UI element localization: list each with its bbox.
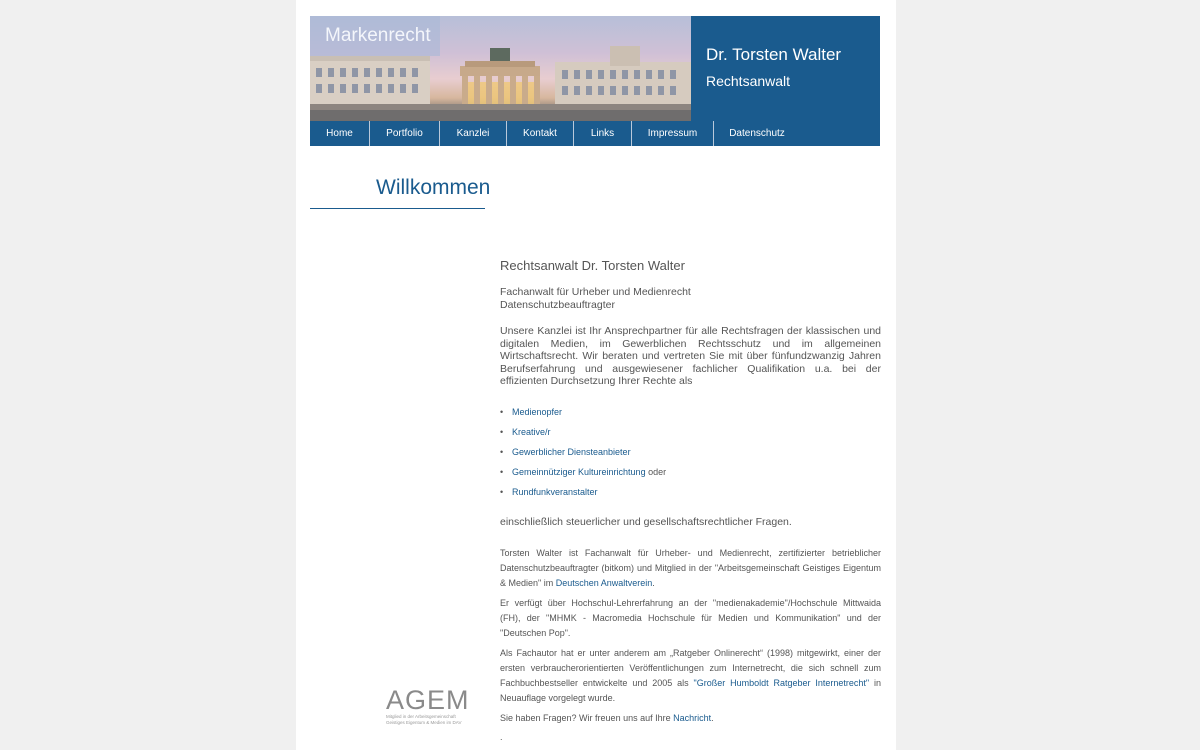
contact-text-end: . [711,712,714,723]
list-item-suffix: oder [645,466,667,477]
link-medienopfer[interactable]: Medienopfer [512,406,563,417]
nav-portfolio[interactable]: Portfolio [370,121,440,146]
agem-logo-caption: Mitglied in der Arbeitsgemeinschaft Geistiges Eigentum & Medien im DAV [386,714,462,725]
link-nachricht[interactable]: Nachricht [673,712,712,723]
bio-paragraph-2: Er verfügt über Hochschul-Lehrerfahrung an der "medienakademie"/Hochschule Mittwaida (FH), der "MHMK - Macromedia Hochschule für Medien und Kommunikation" und der "Deutschen Pop". [500,597,881,638]
bio-text: Als Fachautor hat er unter anderem am „Ratgeber Onlinerecht“ (1998) mitgewirkt, einer der ersten verbraucherorientierten Veröffentlichungen zum Internetrecht, die sich schnell zum Fachbuchbestseller entwickelte und 2005 als [500,647,881,688]
list-item [500,422,881,442]
trailing-dot: . [500,731,503,742]
nav-kontakt[interactable]: Kontakt [507,121,574,146]
page [296,0,896,750]
link-gemeinnuetziger-kultureinrichtung[interactable]: Gemeinnütziger Kultureinrichtung [512,466,646,477]
nav-home[interactable]: Home [310,121,370,146]
intro-paragraph: Unsere Kanzlei ist Ihr Ansprechpartner für alle Rechtsfragen der klassischen und digitalen Medien, im Gewerblichen Rechtsschutz und im allgemeinen Wirtschaftsrecht. Wir beraten und vertreten Sie mit über fünfundzwanzig Jahren Berufserfahrung und ausgewiesener fachlicher Qualifikation u.a. bei der effizienten Durchsetzung Ihrer Rechte als [500,325,881,387]
nav-kanzlei[interactable]: Kanzlei [440,121,507,146]
nav-datenschutz[interactable]: Datenschutz [729,128,785,139]
lawyer-profession: Rechtsanwalt [706,73,791,89]
agem-logo[interactable] [386,686,476,730]
header [310,16,880,121]
audience-list [500,402,881,502]
agem-logo-word: AGEM [386,685,470,715]
list-item [500,462,881,482]
bio-text-end: . [652,577,655,588]
link-humboldt-ratgeber[interactable]: "Großer Humboldt Ratgeber Internetrecht" [693,677,870,688]
list-item [500,402,881,422]
bio-text: Torsten Walter ist Fachanwalt für Urheber- und Medienrecht, zertifizierter betrieblicher Datenschutzbeauftragter (bitkom) und Mitglied in der "Arbeitsgemeinschaft Geistiges Eigentum & Medien" im [500,547,881,588]
nav-impressum[interactable]: Impressum [632,121,714,146]
main-nav [310,121,880,146]
link-deutscher-anwaltverein[interactable]: Deutschen Anwaltverein [555,577,653,588]
bio-text-end: in Neuauflage vorgelegt wurde. [500,677,882,703]
bio-paragraph-1 [500,546,881,591]
main-subtitle [500,286,881,312]
subtitle-line-1: Fachanwalt für Urheber und Medienrecht [500,286,691,298]
heading-underline [310,208,485,209]
list-item [500,442,881,462]
contact-paragraph [500,711,881,726]
main-content [500,258,881,743]
bio-paragraph-3 [500,646,881,706]
lawyer-name: Dr. Torsten Walter [706,45,842,64]
list-item [500,482,881,502]
subtitle-line-2: Datenschutzbeauftragter [500,299,615,311]
brand-label: Markenrecht [310,16,440,56]
nav-links[interactable]: Links [574,121,632,146]
main-title: Rechtsanwalt Dr. Torsten Walter [500,258,685,273]
link-gewerblicher-diensteanbieter[interactable]: Gewerblicher Diensteanbieter [512,446,631,457]
scope-text: einschließlich steuerlicher und gesellschaftsrechtlicher Fragen. [500,515,792,528]
link-kreative[interactable]: Kreative/r [512,426,551,437]
contact-text: Sie haben Fragen? Wir freuen uns auf Ihre [500,712,674,723]
header-photo-brandenburg-gate [310,16,691,121]
header-title-box [691,16,880,121]
link-rundfunkveranstalter[interactable]: Rundfunkveranstalter [512,486,598,497]
page-heading: Willkommen [376,176,491,199]
